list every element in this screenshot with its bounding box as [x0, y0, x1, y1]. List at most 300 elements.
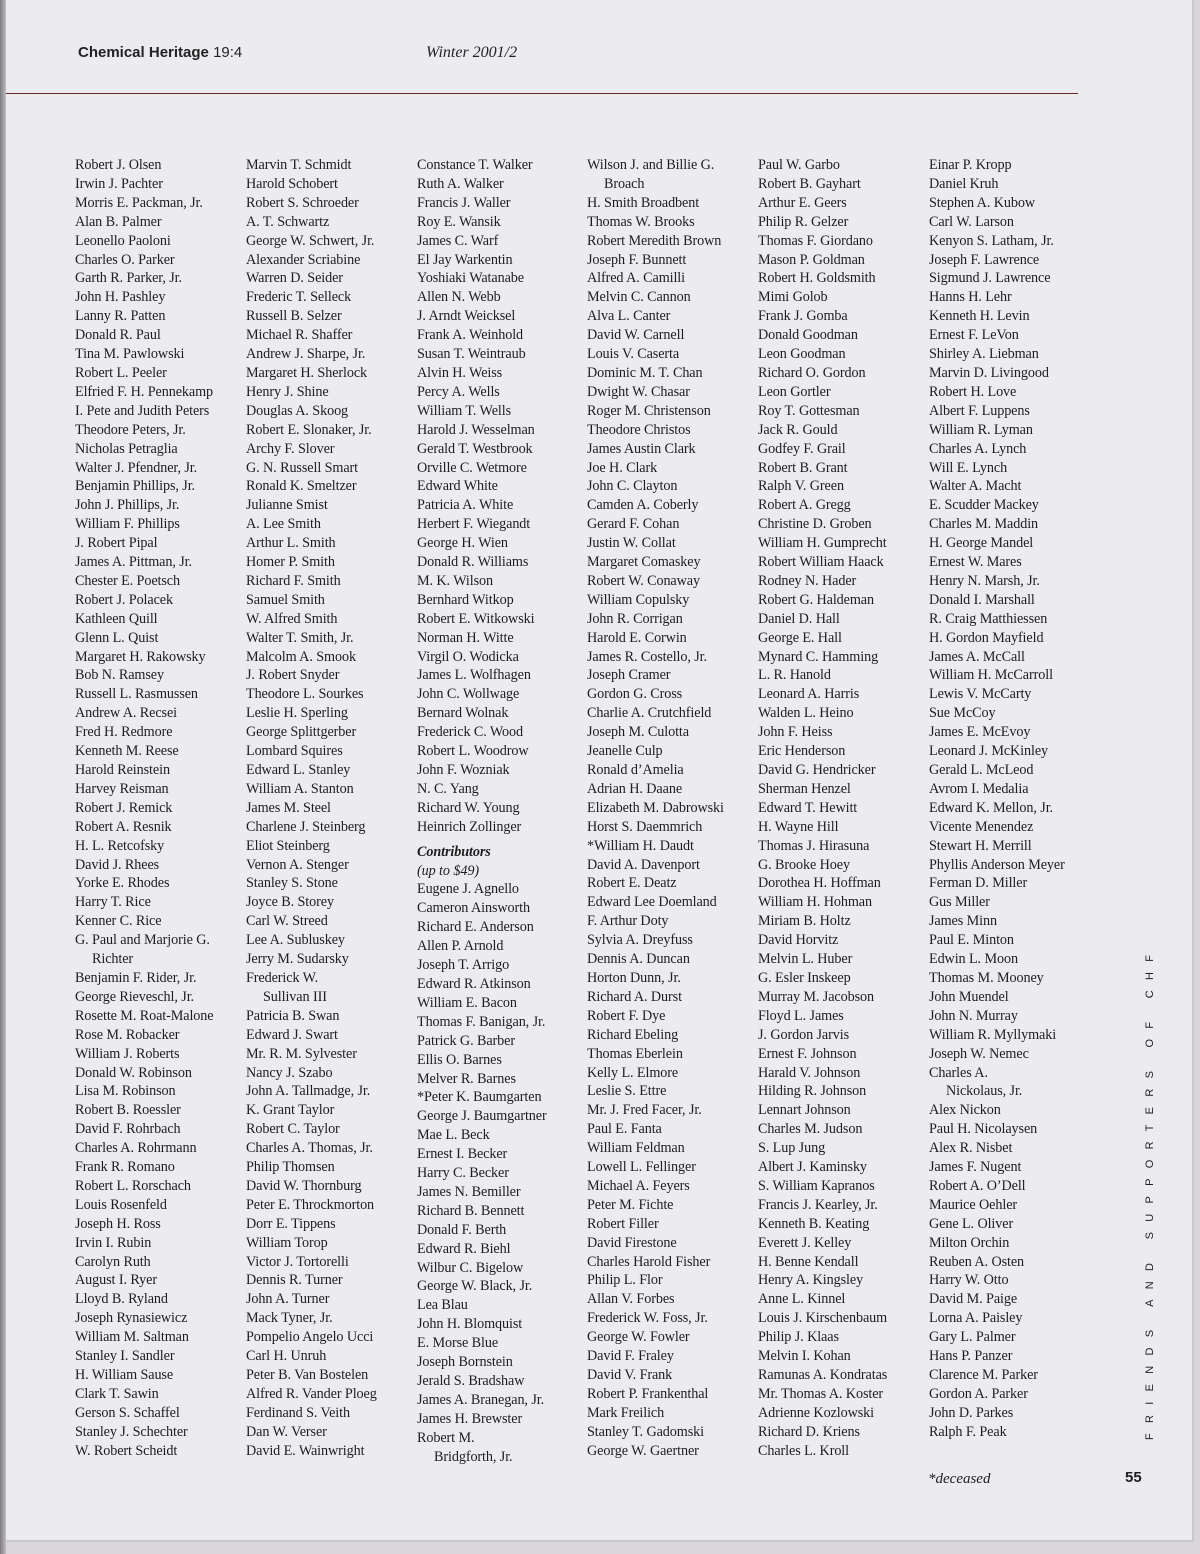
donor-name: Donald W. Robinson — [75, 1064, 192, 1081]
donor-name: Robert H. Goldsmith — [758, 270, 876, 287]
donor-name: Alfred R. Vander Ploeg — [246, 1385, 377, 1402]
donor-name: John Muendel — [929, 988, 1009, 1005]
donor-name: Robert Meredith Brown — [587, 232, 722, 249]
donor-name: Harold J. Wesselman — [417, 421, 535, 438]
donor-name: David A. Davenport — [587, 856, 700, 873]
donor-name: Malcolm A. Smook — [246, 648, 356, 665]
donor-name: Fred H. Redmore — [75, 724, 173, 741]
donor-name: George W. Black, Jr. — [417, 1278, 533, 1295]
donor-name: Joseph F. Lawrence — [929, 251, 1040, 268]
donor-name: Cameron Ainsworth — [417, 900, 530, 917]
donor-name: J. Robert Pipal — [75, 535, 158, 552]
donor-name: Peter M. Fichte — [587, 1196, 674, 1213]
donor-name: James F. Nugent — [929, 1159, 1022, 1176]
donor-name: Archy F. Slover — [246, 440, 335, 457]
donor-name: Mark Freilich — [587, 1404, 665, 1421]
donor-name: Benjamin Phillips, Jr. — [75, 478, 195, 495]
donor-name: H. George Mandel — [929, 535, 1034, 552]
magazine-header — [78, 44, 242, 61]
donor-name: Ronald d’Amelia — [587, 762, 684, 778]
section-sidebar-label: FRIENDS AND SUPPORTERS OF CHF — [1144, 944, 1156, 1440]
donor-name: Robert Filler — [587, 1215, 659, 1232]
donor-name: F. Arthur Doty — [587, 913, 669, 930]
donor-name: E. Morse Blue — [417, 1335, 499, 1352]
donor-name: Frederic T. Selleck — [246, 289, 352, 306]
donor-name: G. Paul and Marjorie G. — [75, 932, 210, 949]
donor-name: Charles O. Parker — [75, 251, 175, 268]
donor-name: John A. Turner — [246, 1291, 330, 1308]
donor-name: Marvin D. Livingood — [929, 364, 1049, 381]
donor-name: J. Robert Snyder — [246, 667, 340, 684]
donor-name: Robert P. Frankenthal — [587, 1385, 709, 1402]
donor-name: David W. Carnell — [587, 327, 685, 344]
donor-name: Lewis V. McCarty — [929, 686, 1032, 703]
header-rule — [6, 93, 1078, 94]
donor-name: *Peter K. Baumgarten — [417, 1089, 542, 1106]
donor-name: Lennart Johnson — [758, 1102, 851, 1119]
donor-name: Anne L. Kinnel — [758, 1291, 846, 1308]
donor-name: David E. Wainwright — [246, 1442, 365, 1459]
donor-name: Michael R. Shaffer — [246, 327, 353, 344]
donor-name: Alva L. Canter — [587, 308, 671, 325]
donor-name: John N. Murray — [929, 1007, 1018, 1024]
donor-name: William Torop — [246, 1234, 328, 1251]
donor-name: Leon Goodman — [758, 346, 846, 363]
donor-name: Milton Orchin — [929, 1234, 1010, 1251]
donor-name: Patricia A. White — [417, 497, 514, 514]
name-column-5 — [758, 156, 924, 1461]
donor-name: William H. Hohman — [758, 894, 872, 911]
donor-name: Charlie A. Crutchfield — [587, 705, 712, 722]
donor-name: Joseph H. Ross — [75, 1215, 161, 1232]
donor-name: Edward R. Atkinson — [417, 975, 531, 992]
donor-name: Mae L. Beck — [417, 1127, 490, 1144]
name-column-3 — [417, 156, 583, 1467]
donor-name: W. Alfred Smith — [246, 610, 338, 627]
donor-name: Francis J. Kearley, Jr. — [758, 1196, 878, 1213]
donor-name: Joyce B. Storey — [246, 894, 334, 911]
donor-name: Ralph F. Peak — [929, 1423, 1007, 1440]
donor-name: Carl W. Larson — [929, 213, 1014, 230]
donor-name: H. Smith Broadbent — [587, 194, 700, 211]
donor-name: Avrom I. Medalia — [929, 780, 1029, 797]
donor-name: Dominic M. T. Chan — [587, 364, 703, 381]
donor-name: David G. Hendricker — [758, 762, 876, 778]
donor-name: Elfried F. H. Pennekamp — [75, 383, 214, 400]
donor-name: Louis Rosenfeld — [75, 1196, 167, 1213]
donor-name: Paul H. Nicolaysen — [929, 1121, 1038, 1138]
donor-name: N. C. Yang — [417, 780, 479, 797]
donor-name: Charles A. Rohrmann — [75, 1140, 197, 1157]
donor-name: Gene L. Oliver — [929, 1215, 1014, 1232]
donor-name: Yoshiaki Watanabe — [417, 270, 524, 287]
donor-name: Gerald T. Westbrook — [417, 440, 533, 457]
donor-name: Robert E. Deatz — [587, 875, 677, 892]
donor-name: Richard A. Durst — [587, 988, 682, 1005]
donor-name: Joe H. Clark — [587, 459, 658, 476]
donor-name: Reuben A. Osten — [929, 1253, 1025, 1270]
donor-name: G. N. Russell Smart — [246, 459, 358, 476]
donor-name: H. Benne Kendall — [758, 1253, 859, 1270]
donor-name: James Minn — [929, 913, 997, 930]
donor-name: Robert A. O’Dell — [929, 1177, 1026, 1194]
name-column-4 — [587, 156, 753, 1461]
donor-name: Melvin I. Kohan — [758, 1348, 851, 1365]
donor-name: Leon Gortler — [758, 383, 831, 400]
donor-name: James E. McEvoy — [929, 724, 1031, 741]
donor-name: Richard W. Young — [417, 799, 520, 816]
donor-name: William Feldman — [587, 1140, 685, 1157]
donor-name: Ferman D. Miller — [929, 875, 1028, 892]
name-column-6 — [929, 156, 1095, 1442]
donor-name: James L. Wolfhagen — [417, 667, 531, 684]
name-continuation: Nickolaus, Jr. — [946, 1083, 1023, 1100]
donor-name: Kelly L. Elmore — [587, 1064, 679, 1081]
donor-name: R. Craig Matthiessen — [929, 610, 1048, 627]
donor-name: Joseph M. Culotta — [587, 724, 689, 741]
donor-name: Harald V. Johnson — [758, 1064, 861, 1081]
issue-date: Winter 2001/2 — [426, 44, 518, 61]
donor-name: Allen P. Arnold — [417, 938, 504, 955]
donor-name: Irwin J. Pachter — [75, 175, 163, 192]
donor-name: Robert A. Gregg — [758, 497, 851, 514]
donor-name: Dennis A. Duncan — [587, 951, 690, 968]
donor-name: Harold E. Corwin — [587, 629, 687, 646]
donor-name: Clark T. Sawin — [75, 1385, 159, 1402]
donor-name: Will E. Lynch — [929, 459, 1008, 476]
donor-name: Dan W. Verser — [246, 1423, 327, 1440]
donor-name: William T. Wells — [417, 402, 512, 419]
donor-name: I. Pete and Judith Peters — [75, 402, 210, 419]
donor-name: Shirley A. Liebman — [929, 346, 1039, 363]
donor-name: John J. Phillips, Jr. — [75, 497, 180, 514]
donor-name: Victor J. Tortorelli — [246, 1253, 349, 1270]
donor-name: Donald Goodman — [758, 327, 858, 344]
donor-name: Robert S. Schroeder — [246, 194, 359, 211]
donor-name: Edward L. Stanley — [246, 762, 351, 778]
donor-name: Wilson J. and Billie G. — [587, 157, 715, 173]
donor-name: William H. McCarroll — [929, 667, 1053, 684]
donor-name: David V. Frank — [587, 1367, 673, 1383]
donor-name: Henry A. Kingsley — [758, 1272, 864, 1289]
donor-name: Edwin L. Moon — [929, 951, 1018, 968]
donor-name: Julianne Smist — [246, 497, 328, 514]
donor-name: Edward T. Hewitt — [758, 799, 858, 816]
donor-name: Alfred A. Camilli — [587, 270, 685, 287]
donor-name: Carolyn Ruth — [75, 1253, 151, 1270]
donor-name: Marvin T. Schmidt — [246, 157, 352, 173]
donor-name: Chester E. Poetsch — [75, 572, 180, 589]
donor-name: Lowell L. Fellinger — [587, 1159, 696, 1176]
donor-name: Stanley S. Stone — [246, 875, 338, 892]
donor-name: Louis V. Caserta — [587, 346, 680, 363]
donor-name: James A. Pittman, Jr. — [75, 554, 192, 571]
donor-name: Sigmund J. Lawrence — [929, 270, 1051, 287]
donor-name: Floyd L. James — [758, 1007, 844, 1024]
donor-name: Ronald K. Smeltzer — [246, 478, 357, 495]
donor-name: John R. Corrigan — [587, 610, 683, 627]
donor-name: H. Gordon Mayfield — [929, 629, 1044, 646]
donor-name: G. Esler Inskeep — [758, 969, 851, 986]
donor-name: William J. Roberts — [75, 1045, 180, 1062]
section-heading: Contributors — [417, 843, 491, 860]
donor-name: Kenneth H. Levin — [929, 308, 1030, 325]
donor-name: Michael A. Feyers — [587, 1177, 690, 1194]
name-continuation: Sullivan III — [263, 988, 327, 1005]
donor-name: Roger M. Christenson — [587, 402, 711, 419]
donor-name: Vernon A. Stenger — [246, 856, 349, 873]
donor-name: Melvin C. Cannon — [587, 289, 691, 306]
donor-name: J. Arndt Weicksel — [417, 308, 516, 325]
donor-name: Paul E. Fanta — [587, 1121, 662, 1138]
donor-name: Susan T. Weintraub — [417, 346, 526, 363]
donor-name: A. T. Schwartz — [246, 213, 330, 230]
donor-name: Mack Tyner, Jr. — [246, 1310, 333, 1327]
donor-name: David F. Fraley — [587, 1348, 674, 1365]
donor-name: Lombard Squires — [246, 743, 343, 760]
donor-name: Pompelio Angelo Ucci — [246, 1329, 374, 1346]
donor-name: Ralph V. Green — [758, 478, 844, 495]
donor-name: Lanny R. Patten — [75, 308, 166, 325]
donor-name: Richard Ebeling — [587, 1026, 679, 1043]
donor-name: Joseph Rynasiewicz — [75, 1310, 188, 1327]
donor-name: Jeanelle Culp — [587, 743, 663, 760]
donor-name: Morris E. Packman, Jr. — [75, 194, 203, 211]
donor-name: Clarence M. Parker — [929, 1367, 1038, 1383]
donor-name: Richard F. Smith — [246, 572, 341, 589]
donor-name: Gary L. Palmer — [929, 1329, 1016, 1346]
donor-name: Stewart H. Merrill — [929, 837, 1032, 854]
donor-name: Roy E. Wansik — [417, 213, 501, 230]
donor-name: Edward K. Mellon, Jr. — [929, 799, 1053, 816]
donor-name: Robert William Haack — [758, 554, 884, 571]
donor-name: Jack R. Gould — [758, 421, 838, 438]
donor-name: Horst S. Daemmrich — [587, 818, 703, 835]
donor-name: Henry J. Shine — [246, 383, 329, 400]
donor-name: Orville C. Wetmore — [417, 459, 527, 476]
donor-name: Homer P. Smith — [246, 554, 335, 571]
donor-name: Kenner C. Rice — [75, 913, 162, 930]
donor-name: George W. Gaertner — [587, 1442, 699, 1459]
donor-name: Robert G. Haldeman — [758, 591, 875, 608]
donor-name: Charles A. Thomas, Jr. — [246, 1140, 373, 1157]
donor-name: Robert L. Woodrow — [417, 743, 529, 760]
donor-name: Einar P. Kropp — [929, 157, 1012, 173]
donor-name: Donald F. Berth — [417, 1221, 507, 1238]
name-continuation: Broach — [604, 175, 645, 192]
donor-name: Garth R. Parker, Jr. — [75, 270, 182, 287]
donor-name: A. Lee Smith — [246, 516, 321, 533]
donor-name: Elizabeth M. Dabrowski — [587, 799, 724, 816]
donor-name: Henry N. Marsh, Jr. — [929, 572, 1040, 589]
donor-name: Nancy J. Szabo — [246, 1064, 333, 1081]
donor-name: Alexander Scriabine — [246, 251, 361, 268]
donor-name: Rodney N. Hader — [758, 572, 857, 589]
donor-name: Robert B. Grant — [758, 459, 848, 476]
donor-name: Louis J. Kirschenbaum — [758, 1310, 888, 1327]
name-continuation: Bridgforth, Jr. — [434, 1448, 513, 1465]
donor-name: Robert B. Gayhart — [758, 175, 861, 192]
donor-name: Frank A. Weinhold — [417, 327, 524, 344]
donor-name: Charlene J. Steinberg — [246, 818, 366, 835]
donor-name: Harvey Reisman — [75, 780, 169, 797]
donor-name: August I. Ryer — [75, 1272, 157, 1289]
donor-name: Wilbur C. Bigelow — [417, 1259, 524, 1276]
donor-name: Mason P. Goldman — [758, 251, 865, 268]
donor-name: Joseph Bornstein — [417, 1354, 513, 1371]
donor-name: Philip Thomsen — [246, 1159, 335, 1176]
donor-name: Thomas F. Giordano — [758, 232, 873, 249]
donor-name: Dorothea H. Hoffman — [758, 875, 881, 892]
donor-name: George J. Baumgartner — [417, 1108, 547, 1125]
donor-name: Bernard Wolnak — [417, 705, 509, 722]
donor-name: David M. Paige — [929, 1291, 1018, 1308]
donor-name: K. Grant Taylor — [246, 1102, 335, 1119]
donor-name: Eliot Steinberg — [246, 837, 330, 854]
donor-name: Andrew A. Recsei — [75, 705, 178, 722]
donor-name: Walter T. Smith, Jr. — [246, 629, 354, 646]
donor-name: William R. Myllymaki — [929, 1026, 1057, 1043]
donor-name: William F. Phillips — [75, 516, 180, 533]
donor-name: Walter A. Macht — [929, 478, 1022, 495]
donor-name: James M. Steel — [246, 799, 331, 816]
donor-name: Robert H. Love — [929, 383, 1017, 400]
donor-name: Thomas Eberlein — [587, 1045, 683, 1062]
donor-name: Joseph W. Nemec — [929, 1045, 1029, 1062]
donor-name: Richard O. Gordon — [758, 364, 866, 381]
donor-name: William E. Bacon — [417, 994, 517, 1011]
donor-name: Yorke E. Rhodes — [75, 875, 170, 892]
donor-name: Harry T. Rice — [75, 894, 151, 911]
magazine-title: Chemical Heritage — [78, 44, 209, 61]
donor-name: Edward Lee Doemland — [587, 894, 717, 911]
donor-name: Mr. Thomas A. Koster — [758, 1385, 884, 1402]
donor-name: Daniel Kruh — [929, 175, 999, 192]
donor-name: Stanley I. Sandler — [75, 1348, 175, 1365]
donor-name: Phyllis Anderson Meyer — [929, 856, 1065, 873]
donor-name: Rose M. Robacker — [75, 1026, 180, 1043]
donor-name: George Rieveschl, Jr. — [75, 988, 194, 1005]
donor-name: Leslie H. Sperling — [246, 705, 348, 722]
donor-name: George Splittgerber — [246, 724, 357, 741]
donor-name: Glenn L. Quist — [75, 629, 159, 646]
donor-name: Gordon A. Parker — [929, 1385, 1028, 1402]
donor-name: Margaret H. Sherlock — [246, 364, 368, 381]
donor-name: John F. Wozniak — [417, 762, 510, 778]
donor-name: Charles M. Judson — [758, 1121, 863, 1138]
donor-name: Adrian H. Daane — [587, 780, 683, 797]
donor-name: Everett J. Kelley — [758, 1234, 852, 1251]
donor-name: Robert B. Roessler — [75, 1102, 181, 1119]
donor-name: Lea Blau — [417, 1297, 468, 1314]
donor-name: Gordon G. Cross — [587, 686, 683, 703]
donor-name: Horton Dunn, Jr. — [587, 969, 681, 986]
donor-name: Robert C. Taylor — [246, 1121, 340, 1138]
donor-name: Dennis R. Turner — [246, 1272, 343, 1289]
donor-name: Theodore Christos — [587, 421, 691, 438]
donor-name: Harry W. Otto — [929, 1272, 1009, 1289]
donor-name: J. Gordon Jarvis — [758, 1026, 850, 1043]
donor-name: Ernest W. Mares — [929, 554, 1022, 571]
donor-name: Albert F. Luppens — [929, 402, 1030, 419]
donor-name: Joseph T. Arrigo — [417, 957, 510, 974]
donor-name: William M. Saltman — [75, 1329, 189, 1346]
donor-name: Alan B. Palmer — [75, 213, 162, 230]
donor-name: Percy A. Wells — [417, 383, 500, 400]
deceased-footnote: *deceased — [928, 1471, 991, 1487]
donor-name: Joseph F. Bunnett — [587, 251, 687, 268]
donor-name: Douglas A. Skoog — [246, 402, 349, 419]
donor-name: James N. Bemiller — [417, 1183, 521, 1200]
donor-name: Constance T. Walker — [417, 157, 533, 173]
donor-name: Nicholas Petraglia — [75, 440, 178, 457]
donor-name: Harry C. Becker — [417, 1165, 509, 1182]
donor-name: M. K. Wilson — [417, 572, 494, 589]
donor-name: Mimi Golob — [758, 289, 828, 306]
donor-name: David Firestone — [587, 1234, 677, 1251]
donor-name: Frank R. Romano — [75, 1159, 175, 1176]
donor-name: Eric Henderson — [758, 743, 846, 760]
donor-name: G. Brooke Hoey — [758, 856, 850, 873]
donor-name: Thomas M. Mooney — [929, 969, 1044, 986]
donor-name: Camden A. Coberly — [587, 497, 699, 514]
donor-name: William Copulsky — [587, 591, 690, 608]
donor-name: Arthur E. Geers — [758, 194, 847, 211]
donor-name: John C. Clayton — [587, 478, 678, 495]
donor-name: Edward R. Biehl — [417, 1240, 511, 1257]
donor-name: Robert W. Conaway — [587, 572, 700, 589]
name-column-2 — [246, 156, 412, 1461]
donor-name: Robert E. Slonaker, Jr. — [246, 421, 372, 438]
volume-number: 19:4 — [213, 44, 243, 61]
donor-name: Robert M. — [417, 1429, 475, 1446]
donor-name: Vicente Menendez — [929, 818, 1034, 835]
donor-name: James H. Brewster — [417, 1410, 523, 1427]
donor-name: William R. Lyman — [929, 421, 1033, 438]
donor-name: Patrick G. Barber — [417, 1032, 515, 1049]
donor-name: Samuel Smith — [246, 591, 325, 608]
donor-name: Allen N. Webb — [417, 289, 501, 306]
donor-name: George W. Schwert, Jr. — [246, 232, 375, 249]
donor-name: John H. Pashley — [75, 289, 166, 306]
donor-name: John A. Tallmadge, Jr. — [246, 1083, 371, 1100]
page-number: 55 — [1125, 1469, 1142, 1486]
donor-name: Daniel D. Hall — [758, 610, 840, 627]
donor-name: Charles A. — [929, 1064, 988, 1081]
donor-name: *William H. Daudt — [587, 837, 694, 854]
donor-name: Ramunas A. Kondratas — [758, 1367, 888, 1383]
donor-name: Robert L. Rorschach — [75, 1177, 191, 1194]
donor-name: Gerald L. McLeod — [929, 762, 1034, 778]
donor-name: Alex R. Nisbet — [929, 1140, 1013, 1157]
donor-name: S. Lup Jung — [758, 1140, 826, 1157]
donor-name: Alvin H. Weiss — [417, 364, 503, 381]
donor-name: Andrew J. Sharpe, Jr. — [246, 346, 366, 363]
donor-name: Alex Nickon — [929, 1102, 1001, 1119]
donor-name: Godfey F. Grail — [758, 440, 846, 457]
donor-name: Arthur L. Smith — [246, 535, 336, 552]
donor-name: Robert F. Dye — [587, 1007, 666, 1024]
donor-name: Lorna A. Paisley — [929, 1310, 1023, 1327]
donor-name: Donald I. Marshall — [929, 591, 1035, 608]
donor-name: Lloyd B. Ryland — [75, 1291, 168, 1308]
donor-name: James C. Warf — [417, 232, 499, 249]
donor-name: Dwight W. Chasar — [587, 383, 690, 400]
donor-name: Peter B. Van Bostelen — [246, 1367, 369, 1383]
donor-name: Patricia B. Swan — [246, 1007, 340, 1024]
donor-name: Gerson S. Schaffel — [75, 1404, 180, 1421]
donor-name: Frederick C. Wood — [417, 724, 524, 741]
